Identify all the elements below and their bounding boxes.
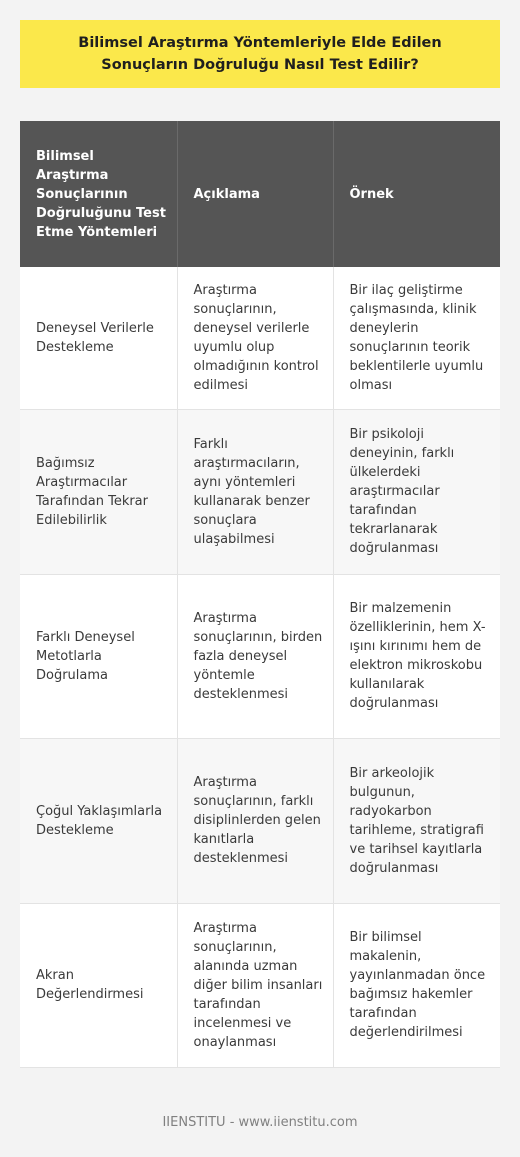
table-row <box>20 738 500 903</box>
methods-table-container <box>20 121 500 1068</box>
cell-example: Bir psikoloji deneyinin, farklı ülkelerdeki araştırmacılar tarafından tekrarlanarak doğrulanması <box>333 409 500 574</box>
cell-method: Çoğul Yaklaşımlarla Destekleme <box>20 738 177 903</box>
header-description: Açıklama <box>177 121 333 267</box>
cell-example: Bir bilimsel makalenin, yayınlanmadan önce bağımsız hakemler tarafından değerlendirilmesi <box>333 903 500 1067</box>
cell-description: Farklı araştırmacıların, aynı yöntemleri kullanarak benzer sonuçlara ulaşabilmesi <box>177 409 333 574</box>
cell-method: Farklı Deneysel Metotlarla Doğrulama <box>20 574 177 738</box>
cell-description: Araştırma sonuçlarının, alanında uzman diğer bilim insanları tarafından incelenmesi ve onaylanması <box>177 903 333 1067</box>
header-example: Örnek <box>333 121 500 267</box>
cell-description: Araştırma sonuçlarının, birden fazla deneysel yöntemle desteklenmesi <box>177 574 333 738</box>
table-row <box>20 409 500 574</box>
title-banner <box>20 20 500 88</box>
table-row <box>20 903 500 1067</box>
header-method: Bilimsel Araştırma Sonuçlarının Doğruluğunu Test Etme Yöntemleri <box>20 121 177 267</box>
cell-method: Akran Değerlendirmesi <box>20 903 177 1067</box>
table-header-row <box>20 121 500 267</box>
table-row <box>20 574 500 738</box>
cell-method: Bağımsız Araştırmacılar Tarafından Tekrar Edilebilirlik <box>20 409 177 574</box>
methods-table <box>20 121 500 1068</box>
table-row <box>20 267 500 409</box>
cell-description: Araştırma sonuçlarının, farklı disiplinlerden gelen kanıtlarla desteklenmesi <box>177 738 333 903</box>
page-title: Bilimsel Araştırma Yöntemleriyle Elde Edilen Sonuçların Doğruluğu Nasıl Test Edilir? <box>78 35 442 73</box>
cell-example: Bir ilaç geliştirme çalışmasında, klinik deneylerin sonuçlarının teorik beklentilerle uyumlu olması <box>333 267 500 409</box>
cell-example: Bir arkeolojik bulgunun, radyokarbon tarihleme, stratigrafi ve tarihsel kayıtlarla doğrulanması <box>333 738 500 903</box>
footer-credit: IIENSTITU - www.iienstitu.com <box>162 1115 358 1130</box>
cell-method: Deneysel Verilerle Destekleme <box>20 267 177 409</box>
cell-description: Araştırma sonuçlarının, deneysel verilerle uyumlu olup olmadığının kontrol edilmesi <box>177 267 333 409</box>
cell-example: Bir malzemenin özelliklerinin, hem X-ışını kırınımı hem de elektron mikroskobu kullanılarak doğrulanması <box>333 574 500 738</box>
